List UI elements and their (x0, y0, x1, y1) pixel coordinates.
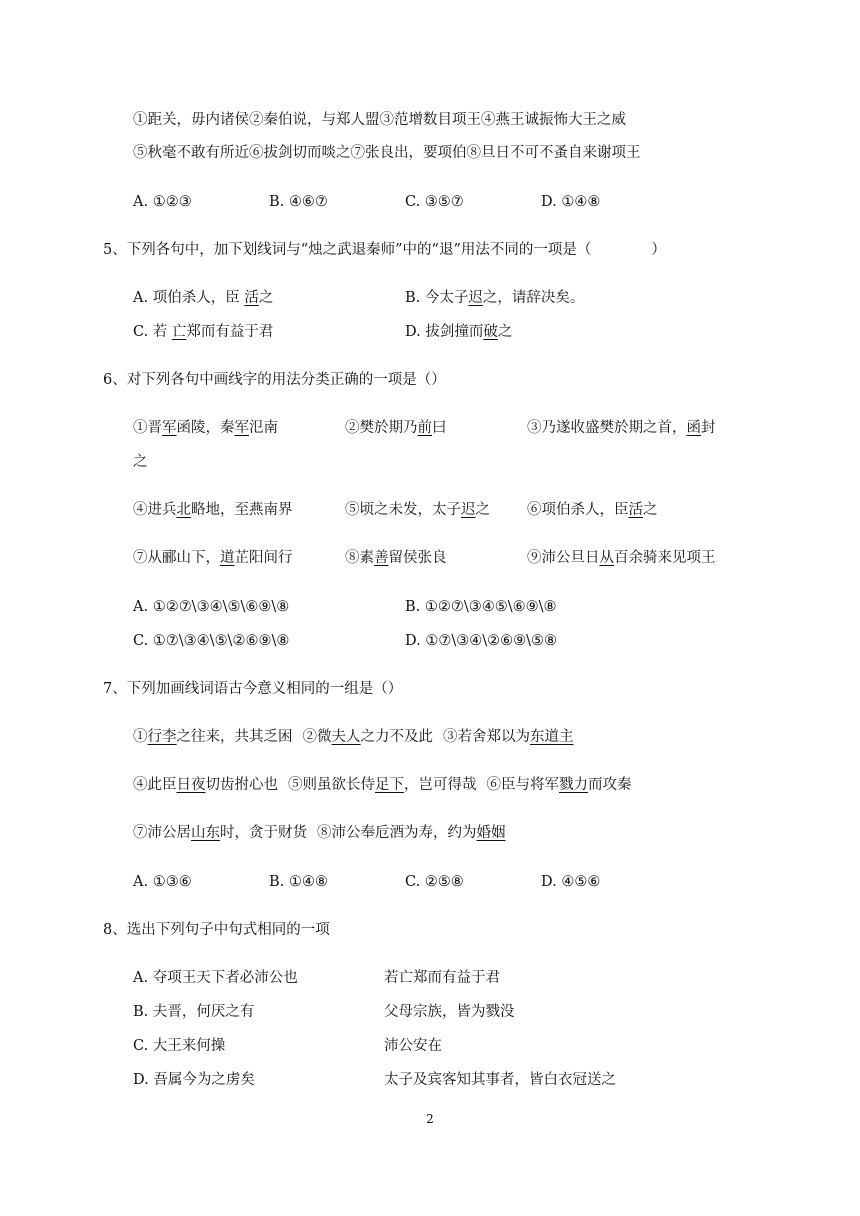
q6-8-b: 留侯张良 (388, 550, 447, 566)
q7-option-c: C. ②⑤⑧ (405, 874, 464, 890)
q6-1-b: 函陵，秦 (176, 420, 235, 436)
q7-1-u: 行李 (147, 729, 177, 745)
q6-9-u: 从 (599, 550, 614, 566)
q4-option-d: D. ①④⑧ (541, 194, 601, 210)
q7-8-u: 婚姻 (476, 825, 506, 841)
q7-3-u: 东道主 (530, 729, 574, 745)
q5-stem (103, 240, 666, 260)
q6-item-1 (133, 418, 278, 438)
q6-6-u: 活 (628, 502, 643, 518)
q8-stem: 8、选出下列句子中句式相同的一项 (103, 922, 330, 938)
q5-option-c (133, 322, 273, 342)
q4-option-c: C. ③⑤⑦ (405, 194, 464, 210)
q8-option-c-left: C. 大王来何操 (133, 1038, 226, 1054)
q6-item-4 (133, 500, 293, 520)
q6-5-b: 之 (475, 502, 490, 518)
q6-5-a: ⑤顷之未发，太子 (345, 502, 461, 518)
q6-1-u1: 军 (162, 420, 177, 436)
q7-4-b: 切齿拊心也 (205, 777, 278, 793)
q8-option-a-right: 若亡郑而有益于君 (384, 970, 500, 986)
q6-1-u2: 军 (234, 420, 249, 436)
q4-line-2: ⑤秋毫不敢有所近⑥拔剑切而啖之⑦张良出，要项伯⑧旦日不可不蚤自来谢项王 (133, 145, 641, 161)
q6-2-b: 曰 (432, 420, 447, 436)
q6-option-b: B. ①②⑦\③④⑤\⑥⑨\⑧ (405, 599, 557, 615)
q5-d-text-end: 之 (497, 324, 513, 340)
q6-6-a: ⑥项伯杀人，臣 (527, 502, 629, 518)
q7-1-a: ① (133, 729, 148, 745)
q6-option-c: C. ①⑦\③④\⑤\②⑥⑨\⑧ (133, 633, 290, 649)
q8-option-d-right: 太子及宾客知其事者，皆白衣冠送之 (384, 1072, 616, 1088)
q7-6-u: 戮力 (559, 777, 588, 793)
q6-3-u: 函 (686, 420, 701, 436)
q6-1-a: ①晋 (133, 420, 162, 436)
page-number: 2 (426, 1112, 434, 1126)
q7-option-d: D. ④⑤⑥ (541, 874, 601, 890)
q7-2-b: 之力不及此 (360, 729, 433, 745)
q6-8-u: 善 (374, 550, 389, 566)
q7-7-a: ⑦沛公居 (133, 825, 191, 841)
q5-b-text-end: 之，请辞决矣。 (482, 290, 585, 306)
q7-line-2 (133, 775, 632, 795)
q7-5-a: ⑤则虽欲长侍 (288, 777, 375, 793)
q5-c-underlined: 亡 (171, 324, 187, 340)
q5-d-underlined: 破 (483, 324, 498, 340)
q7-7-u: 山东 (191, 825, 220, 841)
q6-item-3-wrap: 之 (133, 454, 148, 470)
q6-item-2 (345, 418, 447, 438)
q4-option-b: B. ④⑥⑦ (269, 194, 328, 210)
q6-7-u: 道 (220, 550, 235, 566)
q6-7-b: 芷阳间行 (234, 550, 293, 566)
q6-stem: 6、对下列各句中画线字的用法分类正确的一项是（） (103, 372, 446, 388)
q7-2-a: ②微 (302, 729, 332, 745)
q6-2-u: 前 (417, 420, 432, 436)
q4-option-a: A. ①②③ (133, 194, 192, 210)
q7-6-b: 而攻秦 (588, 777, 632, 793)
q6-7-a: ⑦从郦山下， (133, 550, 220, 566)
q7-2-u: 夫人 (331, 729, 361, 745)
q6-option-d: D. ①⑦\③④\②⑥⑨\⑤⑧ (405, 633, 557, 649)
q6-3-a: ③乃遂收盛樊於期之首， (527, 420, 687, 436)
q5-option-b (405, 288, 584, 308)
q6-item-7 (133, 548, 293, 568)
q6-9-b: 百余骑来见项王 (614, 550, 716, 566)
q8-option-d-left: D. 吾属今为之虏矣 (133, 1072, 255, 1088)
q5-a-text-end: 之 (258, 290, 274, 306)
q7-line-1 (133, 727, 574, 747)
q5-stem-text: 5、下列各句中，加下划线词与“烛之武退秦师”中的“退”用法不同的一项是（ (103, 242, 592, 258)
q5-b-underlined: 迟 (468, 290, 483, 306)
q6-item-5 (345, 500, 490, 520)
q4-line-1: ①距关，毋内诸侯②秦伯说，与郑人盟③范增数目项王④燕王诚振怖大王之威 (133, 112, 626, 128)
q5-option-a (133, 288, 273, 308)
q7-3-a: ③若舍郑以为 (443, 729, 530, 745)
q7-line-3 (133, 823, 506, 843)
q6-item-6 (527, 500, 658, 520)
q7-6-a: ⑥臣与将军 (486, 777, 559, 793)
q7-option-b: B. ①④⑧ (269, 874, 328, 890)
q6-5-u: 迟 (461, 502, 476, 518)
q6-9-a: ⑨沛公旦日 (527, 550, 600, 566)
q7-stem: 7、下列加画线词语古今意义相同的一组是（） (103, 681, 403, 697)
q6-item-8 (345, 548, 447, 568)
q6-option-a: A. ①②⑦\③④\⑤\⑥⑨\⑧ (133, 599, 290, 615)
q7-1-b: 之往来，共其乏困 (176, 729, 293, 745)
q6-6-b: 之 (643, 502, 658, 518)
q5-d-text: D. 拔剑撞而 (405, 324, 484, 340)
q7-5-b: ，岂可得哉 (404, 777, 477, 793)
q5-a-underlined: 活 (244, 290, 259, 306)
q5-a-text: A. 项伯杀人，臣 (133, 290, 245, 306)
q5-b-text: B. 今太子 (405, 290, 469, 306)
q5-option-d (405, 322, 512, 342)
q5-c-text-end: 郑而有益于君 (186, 324, 274, 340)
q6-item-9 (527, 548, 716, 568)
q6-3-b: 封 (701, 420, 716, 436)
q7-5-u: 足下 (375, 777, 404, 793)
q6-item-3 (527, 418, 716, 438)
q6-4-u: 北 (176, 502, 191, 518)
q7-4-a: ④此臣 (133, 777, 177, 793)
q8-option-b-left: B. 夫晋，何厌之有 (133, 1004, 255, 1020)
q7-8-a: ⑧沛公奉卮酒为寿，约为 (317, 825, 477, 841)
q6-4-b: 略地，至燕南界 (191, 502, 293, 518)
q6-4-a: ④进兵 (133, 502, 177, 518)
q6-2-a: ②樊於期乃 (345, 420, 418, 436)
q5-c-text: C. 若 (133, 324, 172, 340)
q6-8-a: ⑧素 (345, 550, 374, 566)
q6-1-c: 氾南 (249, 420, 278, 436)
q5-stem-end: ） (651, 242, 666, 258)
q8-option-c-right: 沛公安在 (384, 1038, 442, 1054)
q7-7-b: 时，贪于财货 (220, 825, 307, 841)
q8-option-b-right: 父母宗族，皆为戮没 (384, 1004, 515, 1020)
q8-option-a-left: A. 夺项王天下者必沛公也 (133, 970, 298, 986)
q7-4-u: 日夜 (176, 777, 206, 793)
q7-option-a: A. ①③⑥ (133, 874, 192, 890)
